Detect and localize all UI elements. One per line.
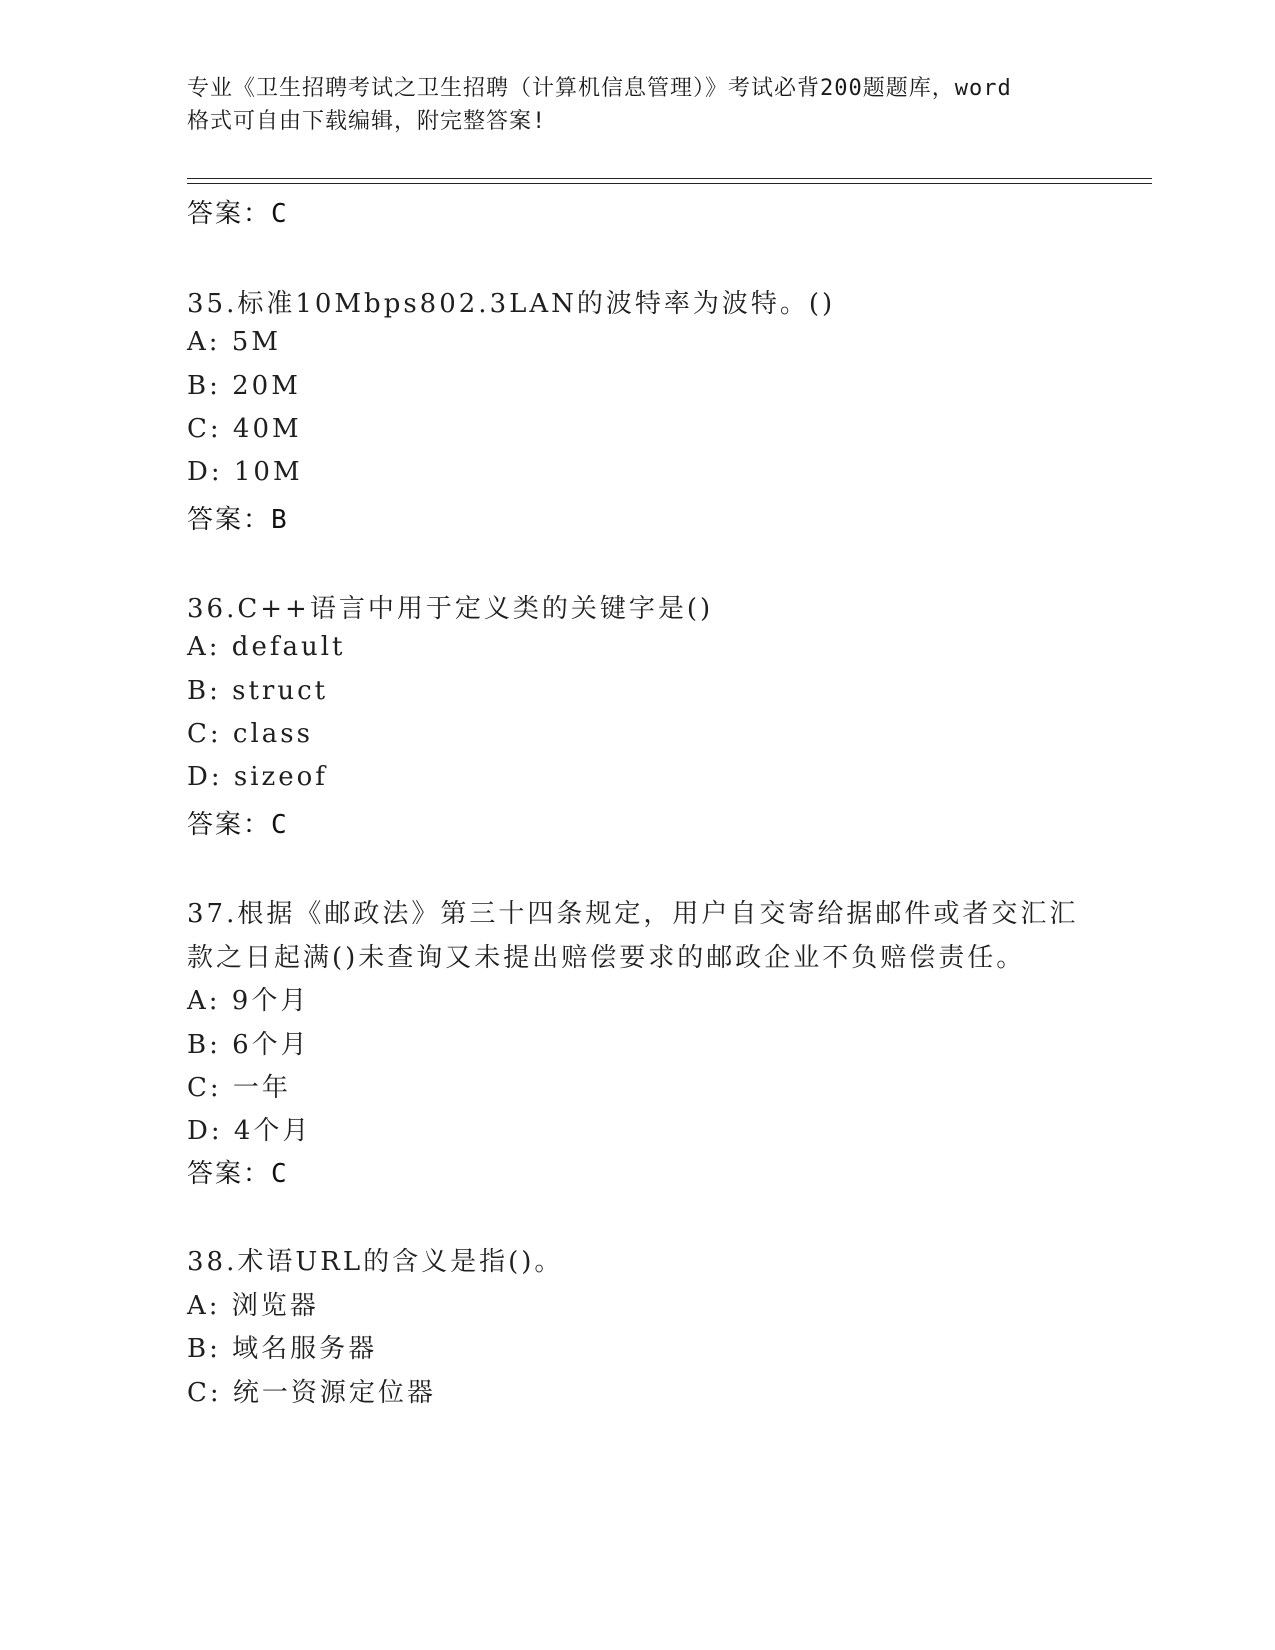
header-line-1: 专业《卫生招聘考试之卫生招聘（计算机信息管理）》考试必背200题题库，word <box>187 76 1012 101</box>
option-a: A: default <box>187 632 346 662</box>
answer-line <box>187 804 289 841</box>
answer-line <box>187 193 289 230</box>
option-a: A: 浏览器 <box>187 1291 319 1321</box>
option-b: B: 20M <box>187 371 301 401</box>
question-stem: 36.C++语言中用于定义类的关键字是() <box>187 594 714 624</box>
option-a: A: 9个月 <box>187 986 310 1016</box>
question-stem: 38.术语URL的含义是指()。 <box>187 1247 564 1277</box>
header-divider-bottom <box>187 183 1152 184</box>
answer-value: C <box>271 810 289 840</box>
answer-value: C <box>271 199 289 229</box>
option-c: C: 一年 <box>187 1073 291 1103</box>
option-c: C: 统一资源定位器 <box>187 1378 436 1408</box>
option-d: D: sizeof <box>187 762 328 792</box>
option-d: D: 10M <box>187 457 303 487</box>
question-stem-line-1: 37.根据《邮政法》第三十四条规定，用户自交寄给据邮件或者交汇汇 <box>187 899 1079 929</box>
option-b: B: 6个月 <box>187 1030 310 1060</box>
answer-label: 答案： <box>187 1159 272 1189</box>
option-a: A: 5M <box>187 327 281 357</box>
option-d: D: 4个月 <box>187 1116 312 1146</box>
option-b: B: struct <box>187 676 329 706</box>
answer-label: 答案： <box>187 505 272 535</box>
question-stem: 35.标准10Mbps802.3LAN的波特率为波特。() <box>187 289 836 319</box>
option-c: C: 40M <box>187 414 302 444</box>
header-line-2: 格式可自由下载编辑，附完整答案! <box>187 109 547 134</box>
document-header <box>187 72 1087 138</box>
answer-label: 答案： <box>187 199 272 229</box>
option-c: C: class <box>187 719 313 749</box>
header-divider-top <box>187 178 1152 179</box>
answer-label: 答案： <box>187 810 272 840</box>
answer-value: C <box>271 1159 289 1189</box>
answer-value: B <box>271 505 289 535</box>
answer-line <box>187 499 289 536</box>
question-stem-line-2: 款之日起满()未查询又未提出赔偿要求的邮政企业不负赔偿责任。 <box>187 943 1026 973</box>
option-b: B: 域名服务器 <box>187 1334 378 1364</box>
answer-line <box>187 1153 289 1190</box>
